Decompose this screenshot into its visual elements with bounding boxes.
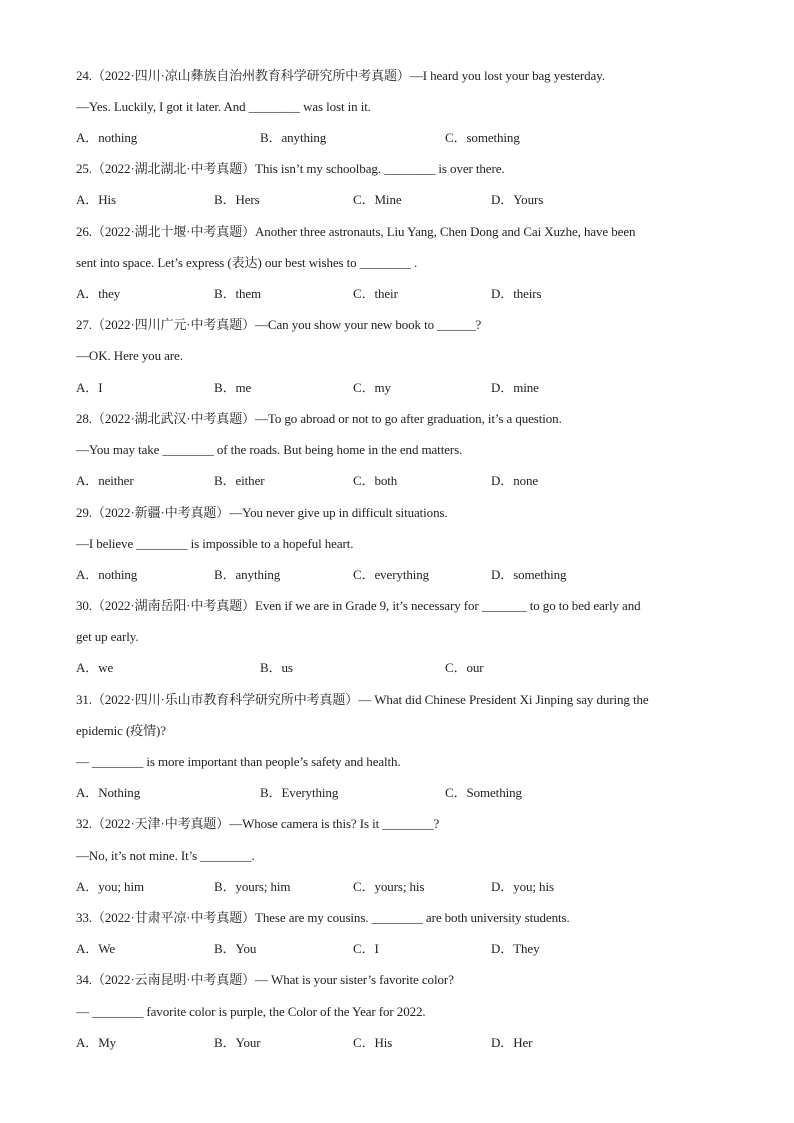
option-c[interactable]: C．something [445, 130, 520, 145]
question-28-stem-line-2: —You may take ________ of the roads. But being home in the end matters. [76, 442, 463, 457]
option-d[interactable]: D．you; his [491, 879, 554, 894]
question-30-stem-line-2: get up early. [76, 629, 139, 644]
option-b[interactable]: B．Your [214, 1035, 261, 1050]
option-b[interactable]: B．anything [260, 130, 327, 145]
option-c[interactable]: C．Something [445, 785, 522, 800]
question-24-options [76, 128, 724, 148]
option-b[interactable]: B．me [214, 380, 252, 395]
question-26-stem-line-2: sent into space. Let’s express (表达) our best wishes to ________ . [76, 255, 418, 270]
question-32-stem: 32.（2022·天津·中考真题）—Whose camera is this? Is it ________? [76, 816, 440, 831]
question-31-stem-line-2: epidemic (疫情)? [76, 723, 166, 738]
question-29-stem-line-2: —I believe ________ is impossible to a hopeful heart. [76, 536, 354, 551]
question-33-stem: 33.（2022·甘肃平凉·中考真题）These are my cousins. ________ are both university students. [76, 910, 570, 925]
option-b[interactable]: B．us [260, 660, 293, 675]
option-c[interactable]: C．His [353, 1035, 393, 1050]
question-30-stem: 30.（2022·湖南岳阳·中考真题）Even if we are in Grade 9, it’s necessary for _______ to go to bed early and [76, 598, 641, 613]
option-a[interactable]: A．nothing [76, 567, 138, 582]
question-26-options [76, 284, 724, 304]
option-a[interactable]: A．I [76, 380, 103, 395]
option-b[interactable]: B．them [214, 286, 262, 301]
option-c[interactable]: C．I [353, 941, 379, 956]
question-34-options [76, 1033, 724, 1053]
option-d[interactable]: D．theirs [491, 286, 542, 301]
option-a[interactable]: A．We [76, 941, 115, 956]
option-d[interactable]: D．They [491, 941, 540, 956]
option-a[interactable]: A．you; him [76, 879, 144, 894]
option-c[interactable]: C．their [353, 286, 398, 301]
question-32-stem-line-2: —No, it’s not mine. It’s ________. [76, 848, 255, 863]
question-25-options [76, 190, 724, 210]
option-a[interactable]: A．we [76, 660, 114, 675]
option-b[interactable]: B．Hers [214, 192, 260, 207]
option-c[interactable]: C．our [445, 660, 484, 675]
option-c[interactable]: C．both [353, 473, 398, 488]
question-29-options [76, 565, 724, 585]
question-33-options [76, 939, 724, 959]
option-b[interactable]: B．You [214, 941, 257, 956]
option-c[interactable]: C．my [353, 380, 391, 395]
option-c[interactable]: C．everything [353, 567, 430, 582]
question-29-stem: 29.（2022·新疆·中考真题）—You never give up in difficult situations. [76, 505, 448, 520]
option-d[interactable]: D．something [491, 567, 567, 582]
option-b[interactable]: B．anything [214, 567, 281, 582]
question-24-stem-line-2: —Yes. Luckily, I got it later. And ________ was lost in it. [76, 99, 371, 114]
question-31-stem: 31.（2022·四川·乐山市教育科学研究所中考真题）— What did Chinese President Xi Jinping say during the [76, 692, 649, 707]
question-28-options [76, 471, 724, 491]
option-c[interactable]: C．yours; his [353, 879, 425, 894]
option-d[interactable]: D．Yours [491, 192, 544, 207]
question-27-stem-line-2: —OK. Here you are. [76, 348, 183, 363]
option-a[interactable]: A．they [76, 286, 121, 301]
option-a[interactable]: A．Nothing [76, 785, 141, 800]
question-31-stem-line-3: — ________ is more important than people’s safety and health. [76, 754, 401, 769]
question-31-options [76, 783, 724, 803]
option-d[interactable]: D．Her [491, 1035, 533, 1050]
option-b[interactable]: B．yours; him [214, 879, 291, 894]
option-d[interactable]: D．mine [491, 380, 539, 395]
option-d[interactable]: D．none [491, 473, 539, 488]
option-c[interactable]: C．Mine [353, 192, 402, 207]
question-30-options [76, 658, 724, 678]
option-b[interactable]: B．either [214, 473, 265, 488]
question-27-options [76, 378, 724, 398]
question-34-stem: 34.（2022·云南昆明·中考真题）— What is your sister’s favorite color? [76, 972, 454, 987]
option-b[interactable]: B．Everything [260, 785, 339, 800]
option-a[interactable]: A．My [76, 1035, 117, 1050]
question-24-stem: 24.（2022·四川·凉山彝族自治州教育科学研究所中考真题）—I heard you lost your bag yesterday. [76, 68, 605, 83]
option-a[interactable]: A．His [76, 192, 116, 207]
question-32-options [76, 877, 724, 897]
question-25-stem: 25.（2022·湖北湖北·中考真题）This isn’t my schoolbag. ________ is over there. [76, 161, 505, 176]
option-a[interactable]: A．neither [76, 473, 134, 488]
option-a[interactable]: A．nothing [76, 130, 138, 145]
question-34-stem-line-2: — ________ favorite color is purple, the Color of the Year for 2022. [76, 1004, 426, 1019]
question-28-stem: 28.（2022·湖北武汉·中考真题）—To go abroad or not to go after graduation, it’s a question. [76, 411, 562, 426]
question-27-stem: 27.（2022·四川广元·中考真题）—Can you show your new book to ______? [76, 317, 482, 332]
question-26-stem: 26.（2022·湖北十堰·中考真题）Another three astronauts, Liu Yang, Chen Dong and Cai Xuzhe, have been [76, 224, 636, 239]
